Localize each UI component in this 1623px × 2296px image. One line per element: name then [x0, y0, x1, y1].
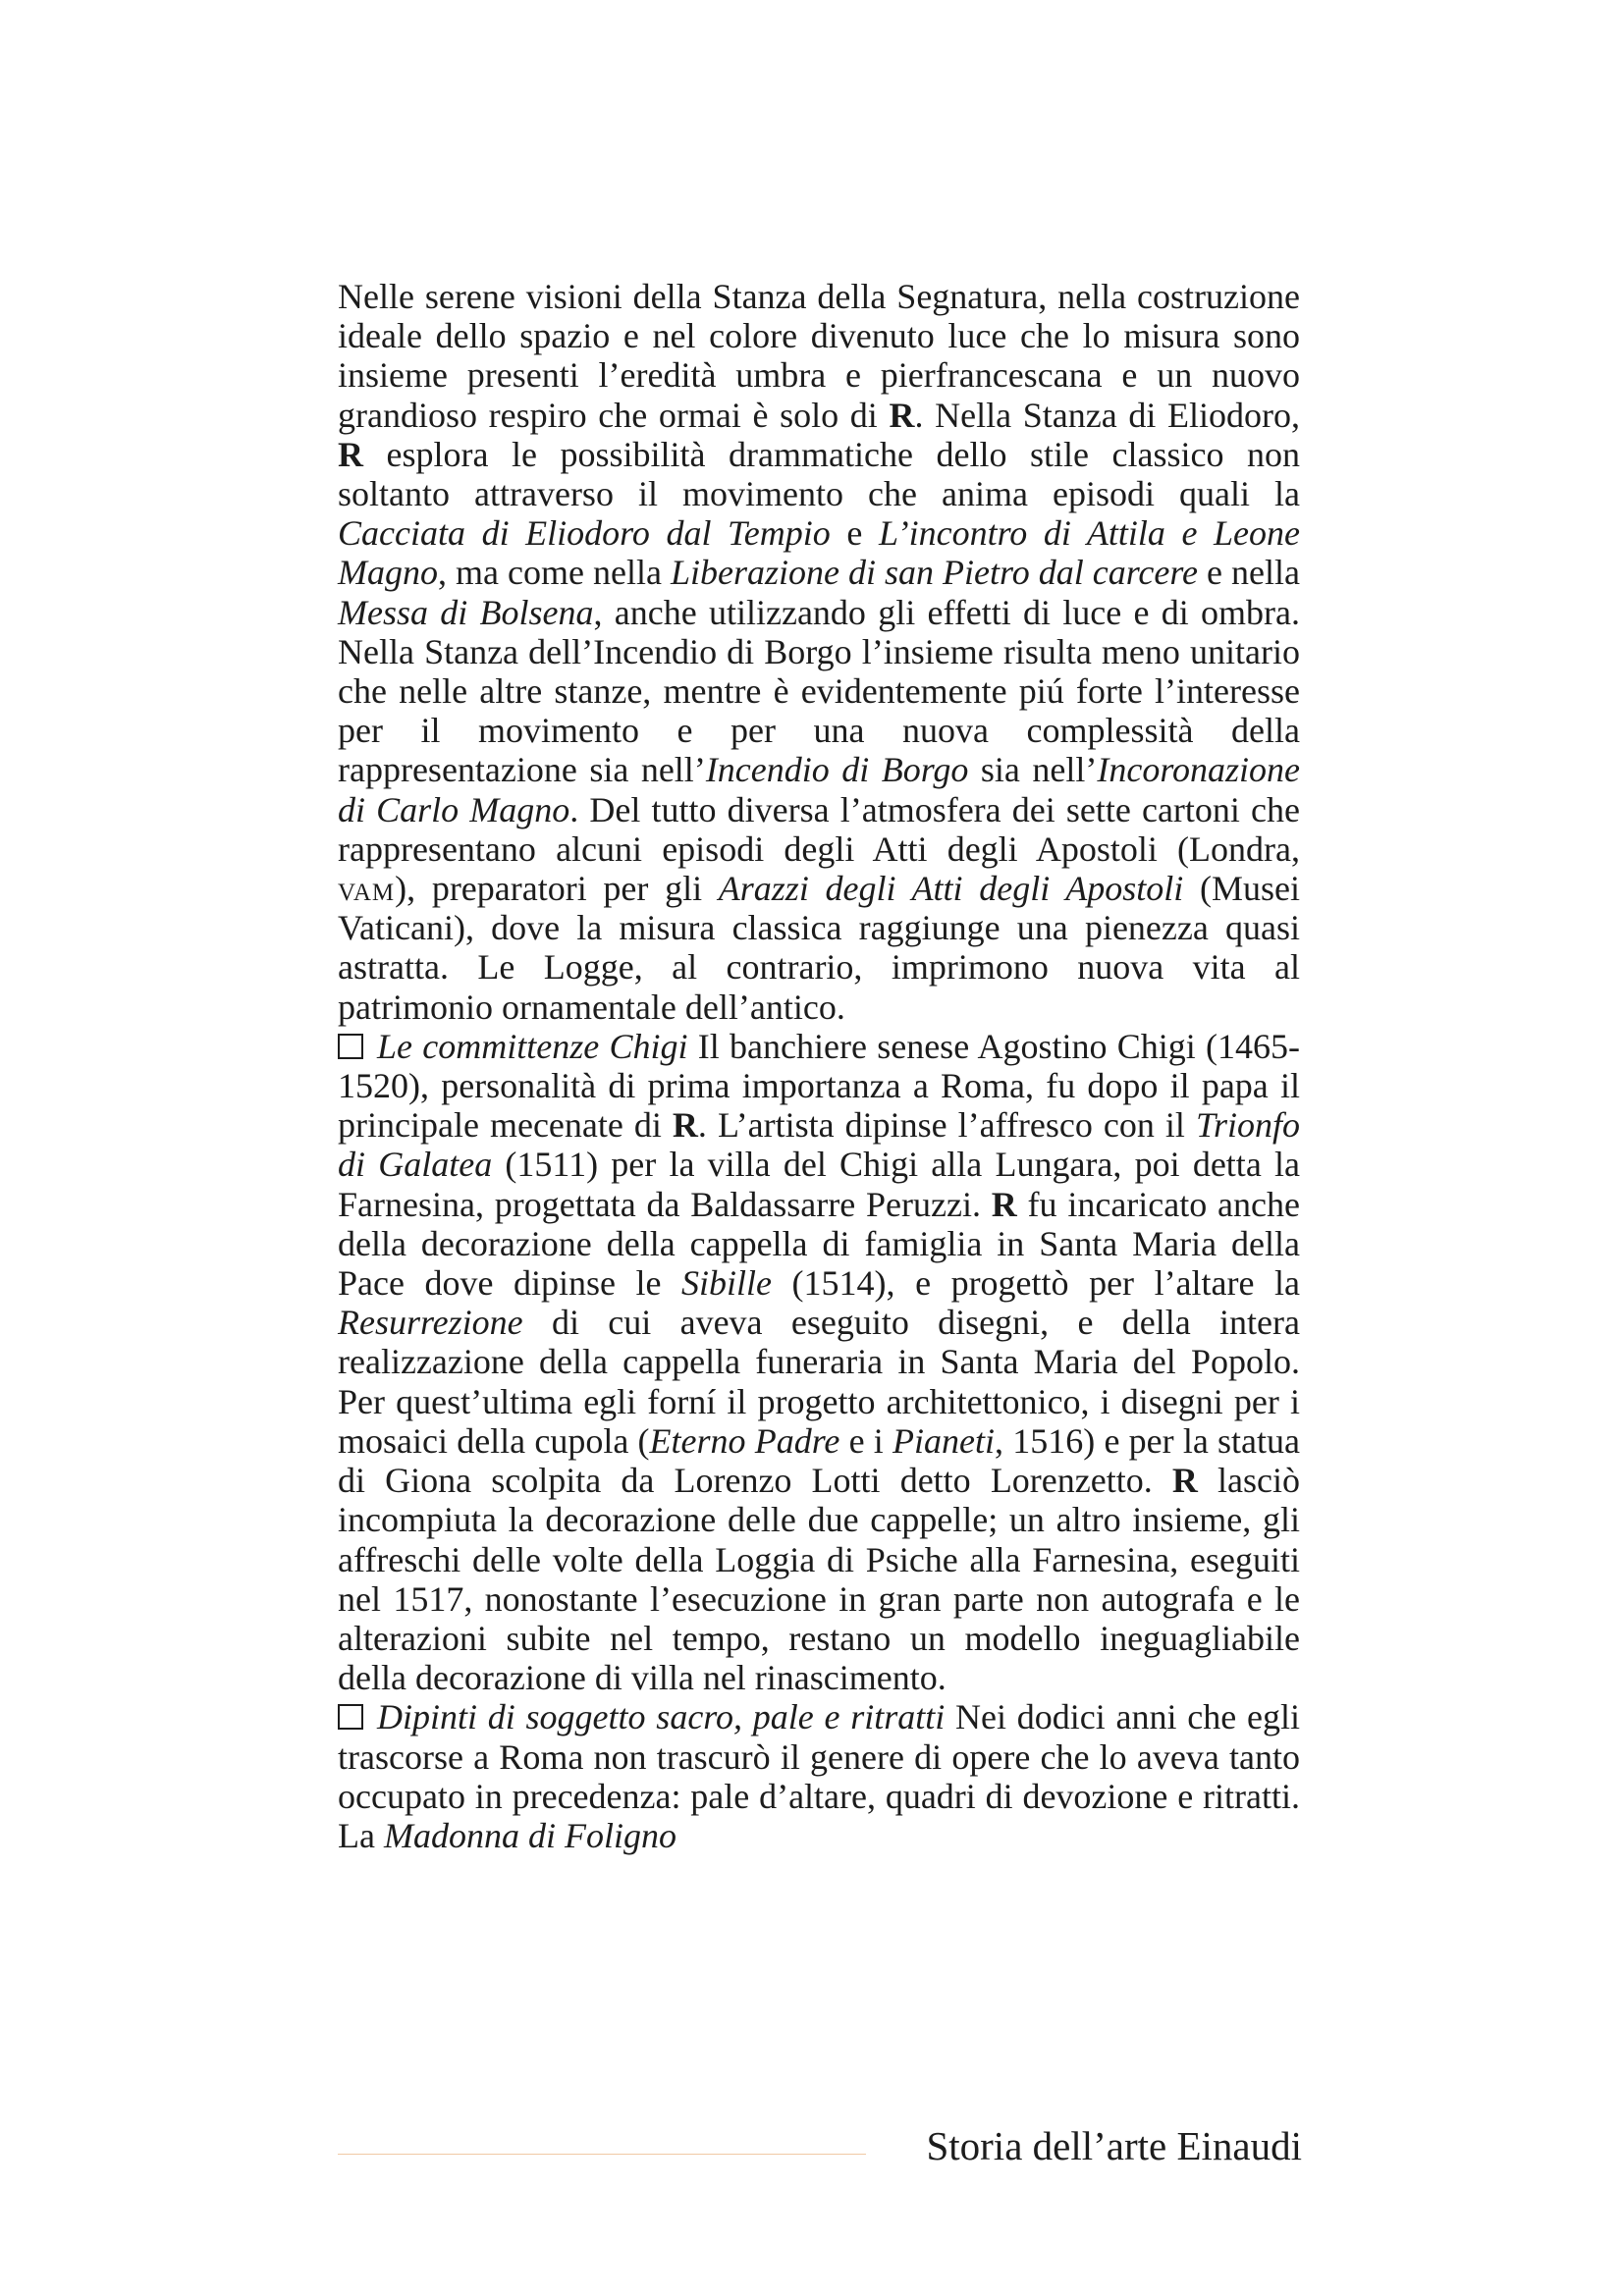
artwork-title: Madonna di Foligno	[383, 1815, 676, 1855]
artwork-title: Eterno Padre	[649, 1420, 840, 1461]
body-text	[338, 277, 1300, 1855]
artwork-title: Pianeti	[893, 1420, 996, 1461]
artwork-title: Trionfo di Galatea	[338, 1105, 1301, 1185]
artwork-title: Messa di Bolsena	[338, 592, 594, 632]
author-initial: R	[1171, 1461, 1198, 1501]
paragraph-committenze-chigi: Le committenze Chigi Il banchiere senese Agostino Chigi (1465-1520), personalità di prima importanza a Roma, fu dopo il papa il principale mecenate di R. L’artista dipinse l’affresco con il Trionfo di Galatea (1511) per la villa del Chigi alla Lungara, poi detta la Farnesina, progettata da Baldassarre Peruzzi. R fu incaricato anche della decorazione della cappella di famiglia in Santa Maria della Pace dove dipinse le Sibille (1514), e progettò per l’altare la Resurrezione di cui aveva eseguito disegni, e della intera realizzazione della cappella funeraria in Santa Maria del Popolo. Per quest’ultima egli forní il progetto architettonico, i disegni per i mosaici della cupola (Eterno Padre e i Pianeti, 1516) e per la statua di Giona scolpita da Lorenzo Lotti detto Lorenzetto. R lasciò incompiuta la decorazione delle due cappelle; un altro insieme, gli affreschi delle volte della Loggia di Psiche alla Farnesina, eseguiti nel 1517, nonostante l’esecuzione in gran parte non autografa e le alterazioni subite nel tempo, restano un modello ineguagliabile della decorazione di villa nel rinascimento.	[338, 1026, 1301, 1698]
author-initial: R	[672, 1105, 698, 1146]
artwork-title: Sibille	[681, 1263, 773, 1304]
footer-rule	[338, 2154, 866, 2155]
section-heading: Le committenze Chigi	[377, 1026, 688, 1066]
artwork-title: Liberazione di san Pietro dal carcere	[670, 553, 1199, 593]
artwork-title: Arazzi degli Atti degli Apostoli	[718, 869, 1184, 909]
museum-abbreviation: vam	[338, 869, 396, 909]
section-square-icon	[338, 1034, 363, 1059]
artwork-title: Incoronazione di Carlo Magno	[338, 750, 1300, 829]
artwork-title: L’incontro di Attila e Leone Magno	[338, 513, 1301, 593]
author-initial: R	[338, 434, 363, 474]
artwork-title: Resurrezione	[338, 1303, 523, 1343]
section-heading: Dipinti di soggetto sacro, pale e ritratti	[377, 1697, 946, 1737]
author-initial: R	[991, 1184, 1017, 1224]
footer-title: Storia dell’arte Einaudi	[926, 2123, 1302, 2168]
section-square-icon	[338, 1704, 363, 1730]
author-initial: R	[889, 395, 915, 435]
artwork-title: Cacciata di Eliodoro dal Tempio	[338, 513, 831, 554]
paragraph-stanze: Nelle serene visioni della Stanza della Segnatura, nella costruzione ideale dello spazio e nel colore divenuto luce che lo misura sono insieme presenti l’eredità umbra e pierfrancescana e un nuovo grandioso respiro che ormai è solo di R. Nella Stanza di Eliodoro, R esplora le possibilità drammatiche dello stile classico non soltanto attraverso il movimento che anima episodi quali la Cacciata di Eliodoro dal Tempio e L’incontro di Attila e Leone Magno, ma come nella Liberazione di san Pietro dal carcere e nella Messa di Bolsena, anche utilizzando gli effetti di luce e di ombra. Nella Stanza dell’Incendio di Borgo l’insieme risulta meno unitario che nelle altre stanze, mentre è evidentemente piú forte l’interesse per il movimento e per una nuova complessità della rappresentazione sia nell’Incendio di Borgo sia nell’Incoronazione di Carlo Magno. Del tutto diversa l’atmosfera dei sette cartoni che rappresentano alcuni episodi degli Atti degli Apostoli (Londra, vam), preparatori per gli Arazzi degli Atti degli Apostoli (Musei Vaticani), dove la misura classica raggiunge una pienezza quasi astratta. Le Logge, al contrario, imprimono nuova vita al patrimonio ornamentale dell’antico.	[338, 277, 1301, 1027]
paragraph-dipinti-sacri: Dipinti di soggetto sacro, pale e ritratti Nei dodici anni che egli trascorse a Roma non trascurò il genere di opere che lo aveva tanto occupato in precedenza: pale d’altare, quadri di devozione e ritratti. La Madonna di Foligno	[338, 1697, 1300, 1855]
artwork-title: Incendio di Borgo	[705, 750, 969, 790]
